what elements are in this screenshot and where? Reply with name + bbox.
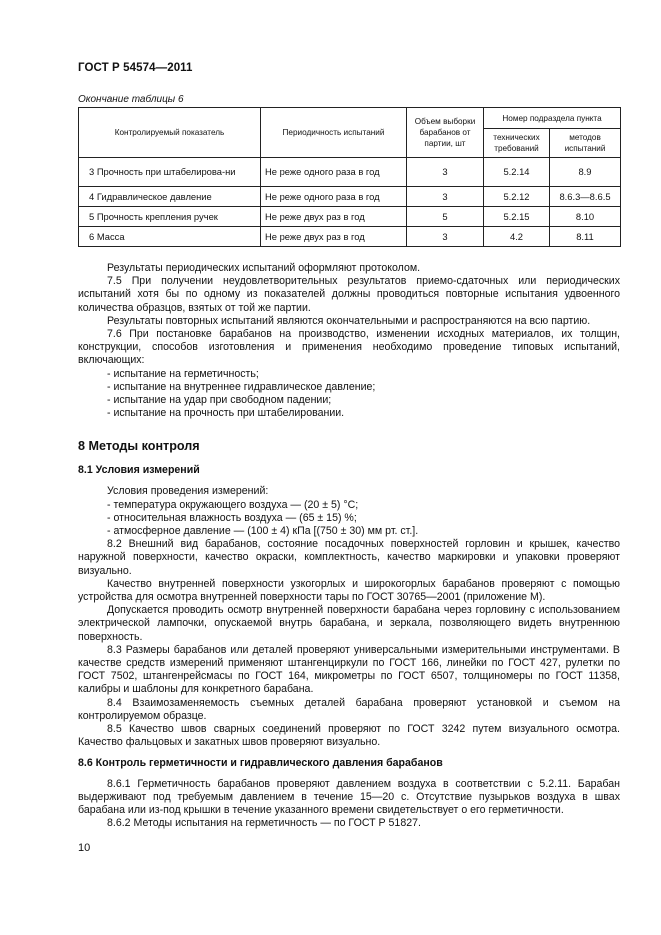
cell-indicator: 3 Прочность при штабелирова-ни <box>79 158 261 187</box>
document-header: ГОСТ Р 54574—2011 <box>78 62 193 74</box>
list-item: - испытание на удар при свободном падении; <box>107 394 332 407</box>
body-block-1 <box>78 262 620 420</box>
cell-methods: 8.6.3—8.6.5 <box>550 187 621 207</box>
list-item: - относительная влажность воздуха — (65 ± 15) %; <box>107 511 357 524</box>
table-header-row <box>79 108 621 129</box>
header-sample: Объем выборки барабанов от партии, шт <box>407 108 484 158</box>
paragraph: 8.4 Взаимозаменяемость съемных деталей барабана проверяют установкой и съемом на контролируемом образце. <box>78 696 620 722</box>
header-section-group: Номер подраздела пункта <box>484 108 621 129</box>
cell-tech: 4.2 <box>484 227 550 247</box>
cell-period: Не реже одного раза в год <box>261 187 407 207</box>
cell-sample: 5 <box>407 207 484 227</box>
table-caption: Окончание таблицы 6 <box>78 94 184 105</box>
list-item: - атмосферное давление — (100 ± 4) кПа [(750 ± 30) мм рт. ст.]. <box>107 525 419 538</box>
cell-tech: 5.2.12 <box>484 187 550 207</box>
list-item: - температура окружающего воздуха — (20 ± 5) °С; <box>107 498 359 511</box>
paragraph: Качество внутренней поверхности узкогорлых и широкогорлых барабанов проверяют с помощью устройства для осмотра внутренней поверхности тары по ГОСТ 30765—2001 (приложение М). <box>78 577 620 604</box>
cell-methods: 8.10 <box>550 207 621 227</box>
header-methods: методов испытаний <box>550 129 621 158</box>
paragraph: 8.2 Внешний вид барабанов, состояние посадочных поверхностей горловин и крышек, качество наружной поверхности, качество окраски, комплектность, качество маркировки и упаковки проверяют визуально. <box>78 538 620 577</box>
cell-indicator: 5 Прочность крепления ручек <box>79 207 261 227</box>
list-item: - испытание на внутреннее гидравлическое давление; <box>107 380 376 393</box>
cell-period: Не реже одного раза в год <box>261 158 407 187</box>
paragraph: 7.5 При получении неудовлетворительных результатов приемо-сдаточных или периодических испытаний хотя бы по одному из показателей должны проводиться повторные испытания удвоенного количества образцов, взятых от той же партии. <box>78 275 620 314</box>
list-item: - испытание на прочность при штабелировании. <box>107 407 345 420</box>
paragraph: 8.5 Качество швов сварных соединений проверяют по ГОСТ 3242 путем визуального осмотра. Качество фальцовых и закатных швов проверяют визуально. <box>78 723 620 749</box>
header-tech: технических требований <box>484 129 550 158</box>
cell-sample: 3 <box>407 187 484 207</box>
cell-indicator: 4 Гидравлическое давление <box>79 187 261 207</box>
cell-tech: 5.2.14 <box>484 158 550 187</box>
header-indicator: Контролируемый показатель <box>79 108 261 158</box>
cell-period: Не реже двух раз в год <box>261 227 407 247</box>
page-number: 10 <box>78 842 91 854</box>
subsection-heading: 8.1 Условия измерений <box>78 464 200 477</box>
section-heading: 8 Методы контроля <box>78 439 200 453</box>
cell-period: Не реже двух раз в год <box>261 207 407 227</box>
test-table <box>78 107 621 247</box>
paragraph: Результаты периодических испытаний оформляют протоколом. <box>107 262 421 274</box>
paragraph: 8.6.1 Герметичность барабанов проверяют давлением воздуха в соответствии с 5.2.11. Барабан выдерживают под требуемым давлением в течение 15—20 с. Отсутствие пузырьков воздуха в швах барабана или из-под крышки в течение указанного времени свидетельствует о его герметичности. <box>78 777 620 817</box>
cell-methods: 8.11 <box>550 227 621 247</box>
table-row <box>79 158 621 187</box>
body-block-2 <box>78 440 620 830</box>
list-item: - испытание на герметичность; <box>107 367 259 380</box>
paragraph: Допускается проводить осмотр внутренней поверхности барабана через горловину с использованием электрической лампочки, опускаемой внутрь барабана, и зеркала, позволяющего видеть внутреннюю поверхность. <box>78 604 620 643</box>
table-row <box>79 227 621 247</box>
paragraph: 7.6 При постановке барабанов на производство, изменении исходных материалов, их толщин, конструкции, способов изготовления и применения необходимо проведение типовых испытаний, включающих: <box>78 328 620 367</box>
paragraph: 8.3 Размеры барабанов или деталей проверяют универсальными измерительными инструментами. В качестве средств измерений применяют штангенциркули по ГОСТ 166, линейки по ГОСТ 427, рулетки по ГОСТ 7502, штангенрейсмасы по ГОСТ 164, микрометры по ГОСТ 6507, толщиномеры по ГОСТ 11358, калибры и шаблоны для конкретного барабана. <box>78 643 620 696</box>
table-row <box>79 187 621 207</box>
paragraph: Условия проведения измерений: <box>107 485 269 498</box>
table-row <box>79 207 621 227</box>
cell-tech: 5.2.15 <box>484 207 550 227</box>
paragraph: 8.6.2 Методы испытания на герметичность — по ГОСТ Р 51827. <box>107 817 421 830</box>
cell-sample: 3 <box>407 158 484 187</box>
cell-sample: 3 <box>407 227 484 247</box>
subsection-heading: 8.6 Контроль герметичности и гидравлического давления барабанов <box>78 757 443 770</box>
header-period: Периодичность испытаний <box>261 108 407 158</box>
cell-methods: 8.9 <box>550 158 621 187</box>
paragraph: Результаты повторных испытаний являются окончательными и распространяются на всю партию. <box>107 314 591 327</box>
cell-indicator: 6 Масса <box>79 227 261 247</box>
